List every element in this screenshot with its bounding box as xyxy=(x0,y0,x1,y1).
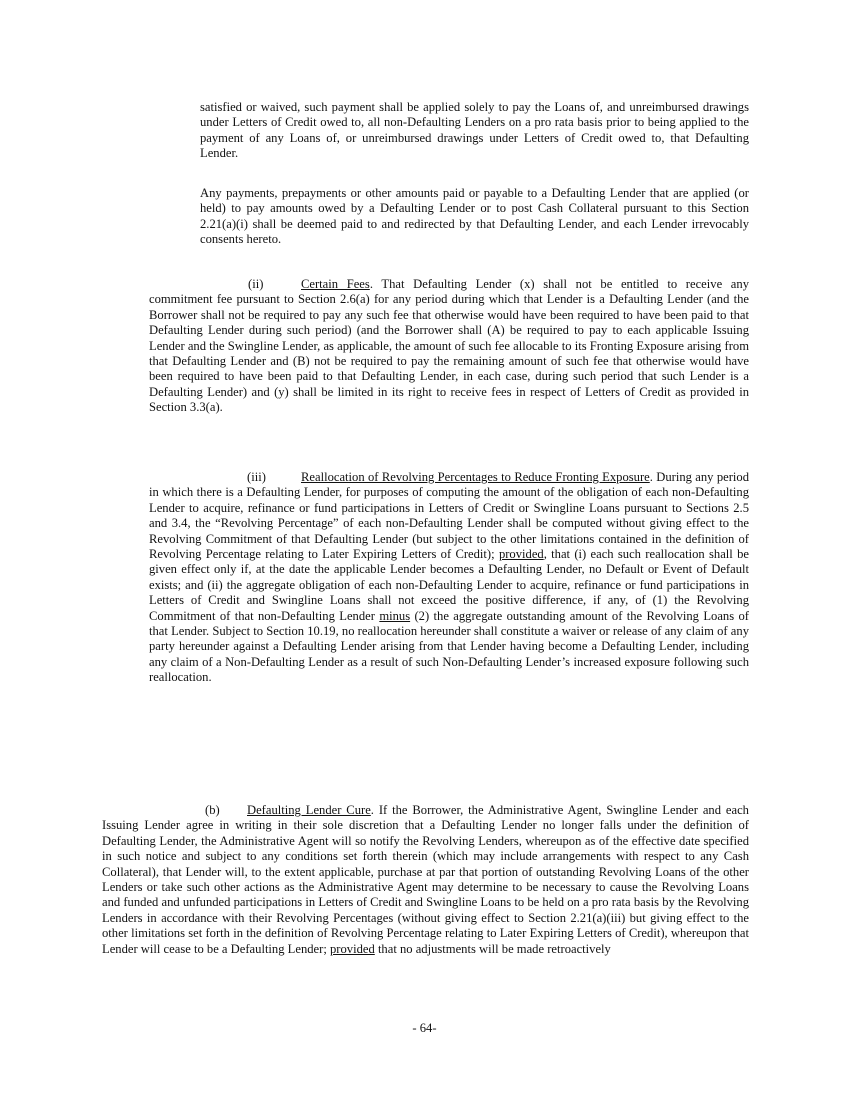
paragraph-payments xyxy=(200,186,749,248)
paragraph-text: (2) the aggregate outstanding amount of the Revolving Loans of that Lender. Subject to Section 10.19, no reallocation hereunder shall constitute a waiver or release of any claim of any party hereunder against a Defaulting Lender arising from that Lender having become a Defaulting Lender, including any claim of a Non-Defaulting Lender as a result of such Non-Defaulting Lender’s increased exposure following such reallocation. xyxy=(149,608,749,685)
paragraph-text: . During any period in which there is a Defaulting Lender, for purposes of computing the amount of the obligation of each non-Defaulting Lender to acquire, refinance or fund participations in Letters of Credit or Swingline Loans pursuant to Sections 2.5 and 3.4, the “Revolving Percentage” of each non-Defaulting Lender shall be computed without giving effect to the Revolving Commitment of that Defaulting Lender (but subject to the other limitations contained in the definition of Revolving Percentage relating to Later Expiring Letters of Credit); xyxy=(149,470,749,562)
paragraph-reallocation xyxy=(149,470,749,686)
paragraph-continuation xyxy=(200,100,749,162)
page-number: - 64- xyxy=(412,1021,437,1035)
clause-heading: Reallocation of Revolving Percentages to Reduce Fronting Exposure xyxy=(301,470,650,484)
paragraph-text: Any payments, prepayments or other amounts paid or payable to a Defaulting Lender that are applied (or held) to pay amounts owed by a Defaulting Lender or to post Cash Collateral pursuant to this Section 2.21(a)(i) shall be deemed paid to and redirected by that Defaulting Lender, and each Lender irrevocably consents hereto. xyxy=(200,186,749,247)
provided-term: provided xyxy=(330,941,375,956)
paragraph-defaulting-lender-cure xyxy=(102,803,749,957)
clause-number: (b) xyxy=(205,803,220,817)
provided-term: provided xyxy=(498,547,544,562)
clause-number: (ii) xyxy=(248,277,264,291)
paragraph-text: , that (i) each such reallocation shall be given effect only if, at the date the applicable Lender becomes a Defaulting Lender, no Default or Event of Default exists; and (ii) the aggregate obligation of each non-Defaulting Lender to acquire, refinance or fund participations in Letters of Credit and Swingline Loans shall not exceed the positive difference, if any, of (1) the Revolving Commitment of that non-Defaulting Lender xyxy=(149,547,749,623)
clause-number: (iii) xyxy=(247,470,266,484)
paragraph-text: satisfied or waived, such payment shall be applied solely to pay the Loans of, and unreimbursed drawings under Letters of Credit owed to, all non-Defaulting Lenders on a pro rata basis prior to being applied to the payment of any Loans of, or unreimbursed drawings under Letters of Credit owed to, that Defaulting Lender. xyxy=(200,100,749,161)
clause-heading: Defaulting Lender Cure xyxy=(247,803,371,817)
paragraph-certain-fees xyxy=(149,277,749,416)
clause-heading: Certain Fees xyxy=(301,277,370,291)
paragraph-text: . If the Borrower, the Administrative Agent, Swingline Lender and each Issuing Lender agree in writing in their sole discretion that a Defaulting Lender no longer falls under the definition of Defaulting Lender, the Administrative Agent will so notify the Revolving Lenders, whereupon as of the effective date specified in such notice and subject to any conditions set forth therein (which may include arrangements with respect to any Cash Collateral), that Lender will, to the extent applicable, purchase at par that portion of outstanding Revolving Loans of the other Lenders or take such other actions as the Administrative Agent may determine to be necessary to cause the Revolving Loans and funded and unfunded participations in Letters of Credit and Swingline Loans to be held on a pro rata basis by the Revolving Lenders in accordance with their Revolving Percentages (without giving effect to Section 2.21(a)(iii) but giving effect to the other limitations set forth in the definition of Revolving Percentage relating to Later Expiring Letters of Credit), whereupon that Lender will cease to be a Defaulting Lender; xyxy=(102,803,749,956)
minus-term: minus xyxy=(379,608,411,623)
paragraph-text: that no adjustments will be made retroactively xyxy=(377,941,611,956)
paragraph-text: . That Defaulting Lender (x) shall not be entitled to receive any commitment fee pursuant to Section 2.6(a) for any period during which that Lender is a Defaulting Lender (and the Borrower shall not be required to pay any such fee that otherwise would have been required to have been paid to that Defaulting Lender during such period) (and the Borrower shall (A) be required to pay to each applicable Issuing Lender and the Swingline Lender, as applicable, the amount of such fee allocable to its Fronting Exposure arising from that Defaulting Lender and (B) not be required to pay the remaining amount of such fee that otherwise would have been required to have been paid to that Defaulting Lender, in each case, during such period that such Lender is a Defaulting Lender) and (y) shall be limited in its right to receive fees in respect of Letters of Credit as provided in Section 3.3(a). xyxy=(149,277,749,415)
